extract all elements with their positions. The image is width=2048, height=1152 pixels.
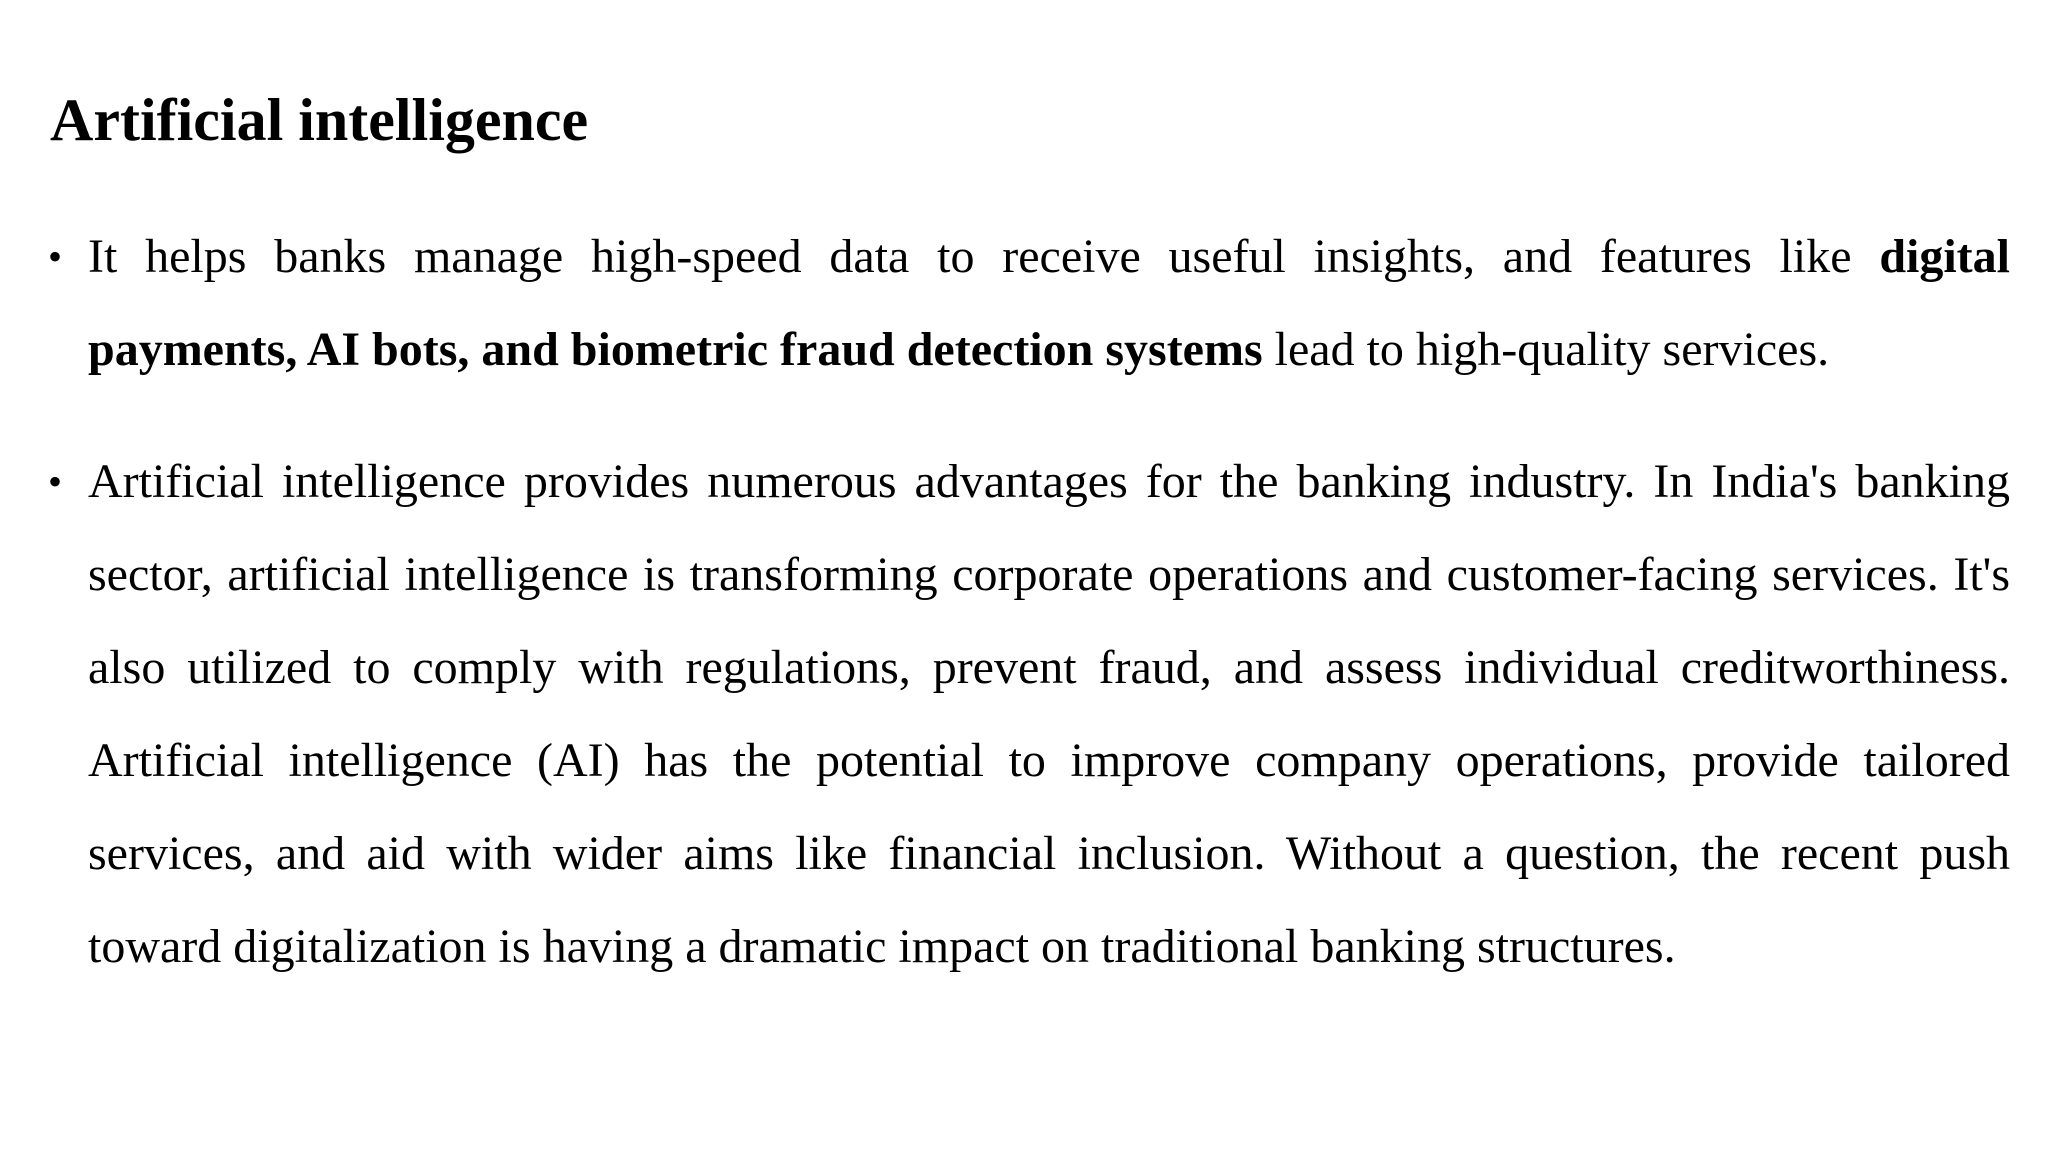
bullet-text: Artificial intelligence provides numerous advantages for the banking industry. In India's banking sector, artificial intelligence is transforming corporate operations and customer-facing services. It's also utilized to comply with regulations, prevent fraud, and assess individual creditworthiness. Artificial intelligence (AI) has the potential to improve company operations, provide tailored services, and aid with wider aims like financial inclusion. Without a question, the recent push toward digitalization is having a dramatic impact on traditional banking structures. bbox=[88, 455, 2010, 973]
bullet-item-ai-advantages bbox=[48, 435, 2010, 993]
bullet-item-digital-services bbox=[48, 210, 2010, 396]
bullet-icon: • bbox=[48, 234, 63, 279]
bullet-text-tail: lead to high-quality services. bbox=[1262, 323, 1830, 376]
bullet-text-lead: It helps banks manage high-speed data to receive useful insights, and features like bbox=[88, 230, 1880, 283]
bullet-text-bold: digital payments, AI bots, and biometric fraud detection systems bbox=[88, 230, 2010, 376]
bullet-icon: • bbox=[48, 459, 63, 504]
page-heading: Artificial intelligence bbox=[50, 87, 589, 153]
